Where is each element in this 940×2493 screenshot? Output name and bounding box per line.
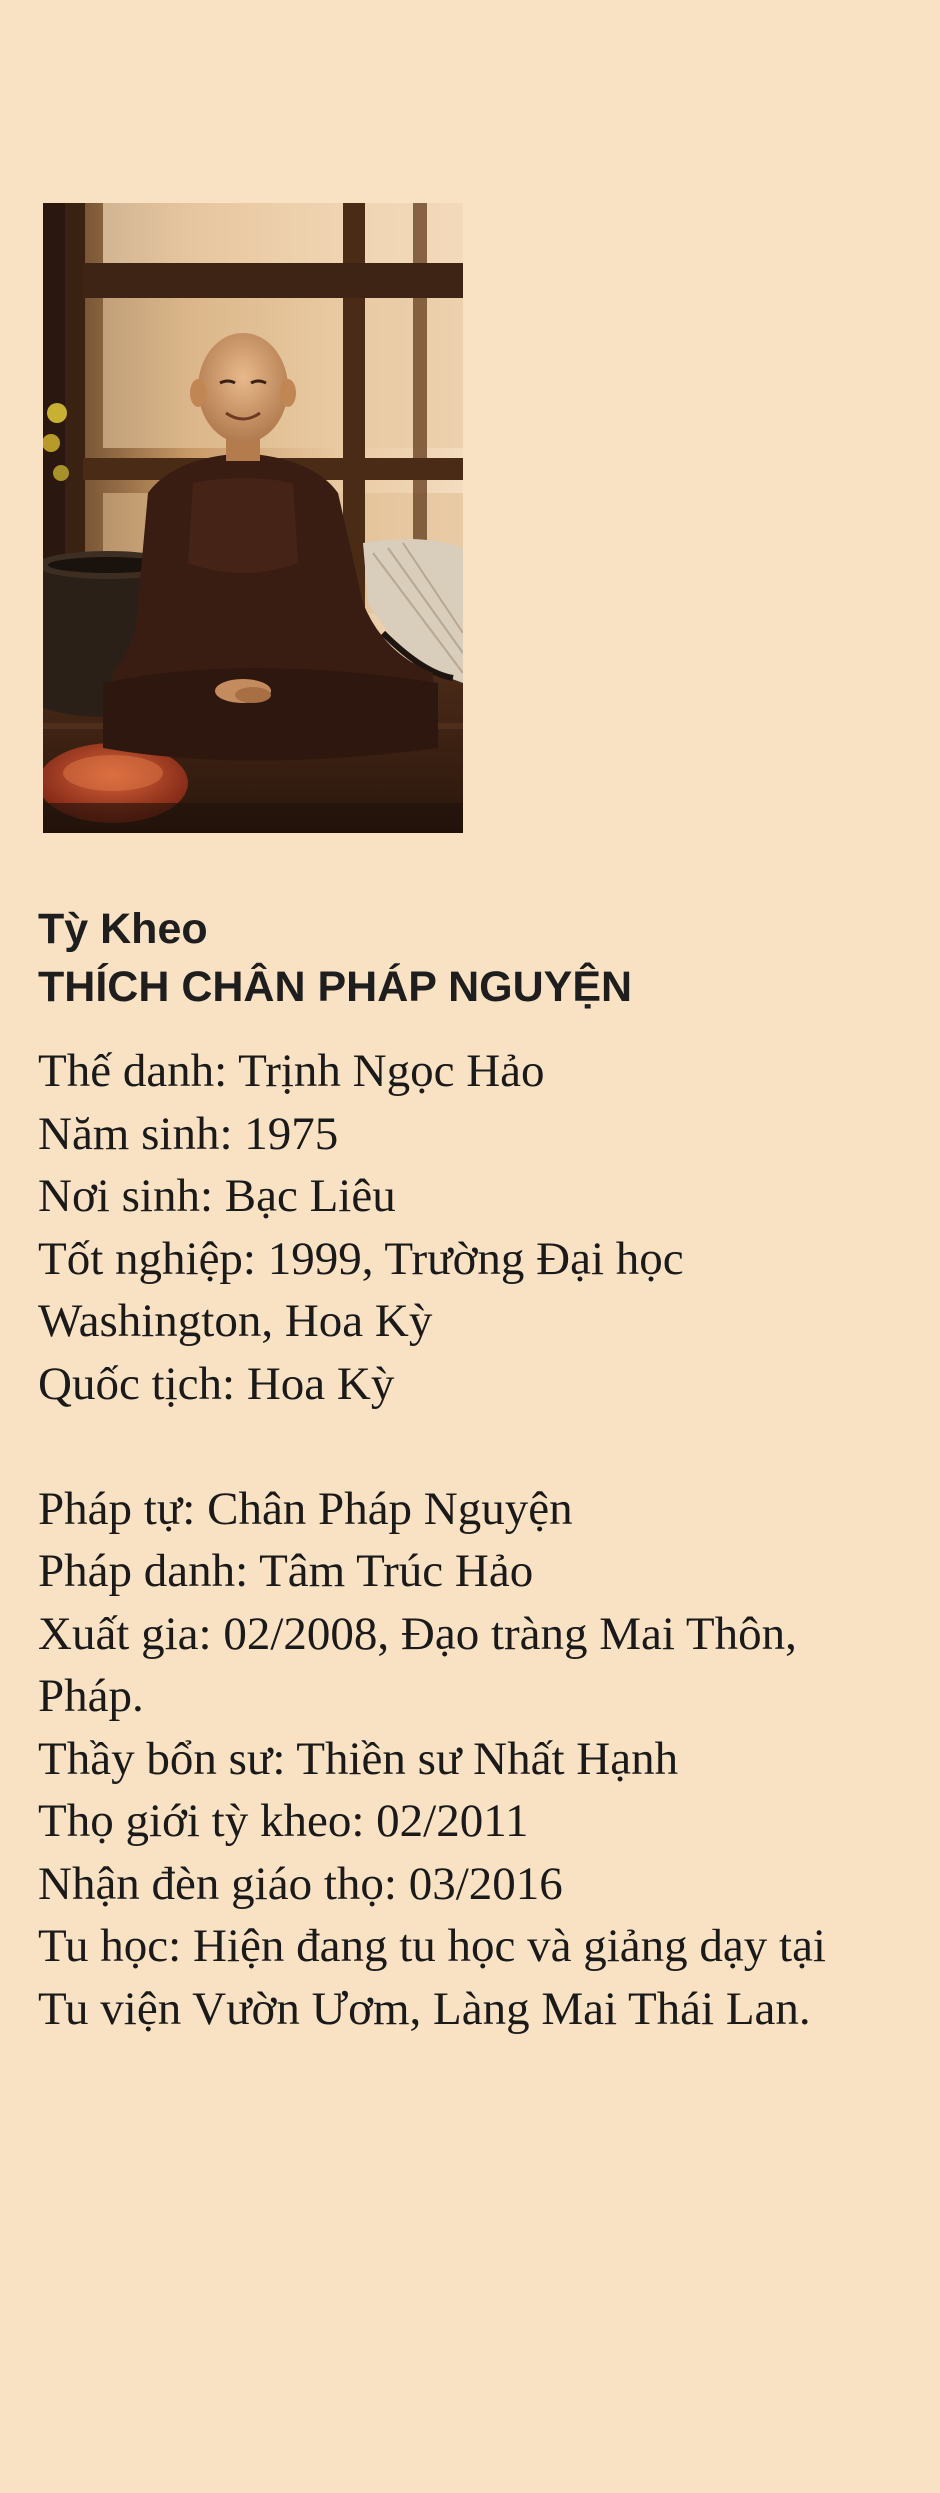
paragraph-gap [38, 1415, 918, 1478]
biography-section [38, 1040, 918, 2040]
graduation-continued: Washington, Hoa Kỳ [38, 1295, 433, 1347]
root-teacher: Thầy bổn sư: Thiền sư Nhất Hạnh [38, 1732, 679, 1785]
monk-title [38, 900, 918, 1016]
nationality: Quốc tịch: Hoa Kỳ [38, 1357, 395, 1410]
dharma-name: Pháp danh: Tâm Trúc Hảo [38, 1545, 534, 1597]
rank-title: Tỳ Kheo [38, 905, 208, 953]
birth-place: Nơi sinh: Bạc Liêu [38, 1170, 396, 1222]
dharma-lamp: Nhận đèn giáo thọ: 03/2016 [38, 1857, 563, 1910]
ordination: Xuất gia: 02/2008, Đạo tràng Mai Thôn, [38, 1607, 797, 1660]
dharma-style-name: Pháp tự: Chân Pháp Nguyện [38, 1482, 573, 1535]
monk-portrait-photo [43, 203, 463, 833]
secular-name: Thế danh: Trịnh Ngọc Hảo [38, 1045, 545, 1097]
current-practice-continued: Tu viện Vườn Ươm, Làng Mai Thái Lan. [38, 1982, 811, 2035]
graduation: Tốt nghiệp: 1999, Trường Đại học [38, 1232, 684, 1285]
birth-year: Năm sinh: 1975 [38, 1107, 339, 1160]
ordination-continued: Pháp. [38, 1670, 144, 1722]
current-practice: Tu học: Hiện đang tu học và giảng dạy tại [38, 1920, 826, 1972]
bhikkhu-precepts: Thọ giới tỳ kheo: 02/2011 [38, 1795, 529, 1847]
monk-name: THÍCH CHÂN PHÁP NGUYỆN [38, 963, 633, 1011]
